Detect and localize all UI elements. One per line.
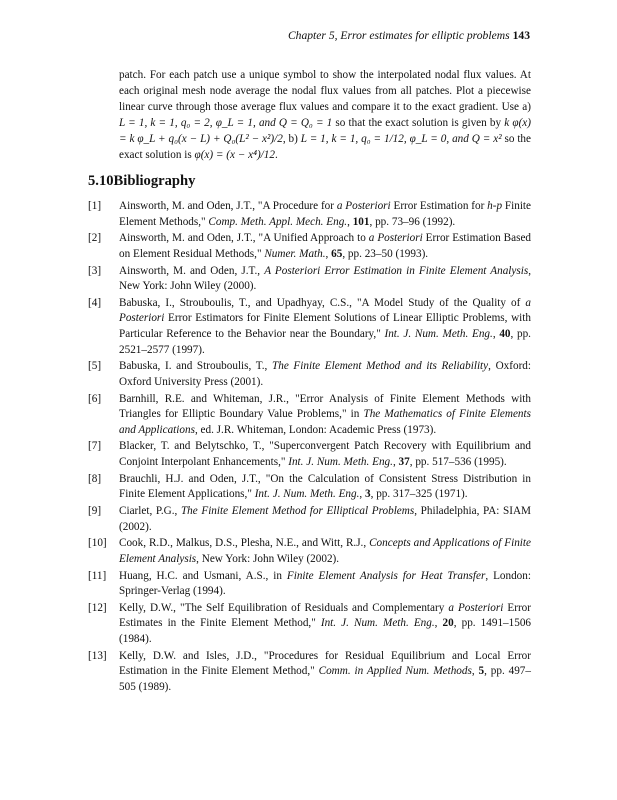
reference-rest: , pp. 23–50 (1993). (342, 247, 429, 260)
reference-authors: Kelly, D.W., "The Self Equilibration of Residuals and Complementary (119, 601, 449, 614)
reference-item (88, 392, 531, 439)
reference-authors: Babuska, I., Strouboulis, T., and Upadhyay, C.S., "A Model Study of the Quality of (119, 296, 526, 309)
reference-journal: Comm. in Applied Num. Methods (318, 665, 472, 678)
reference-rest: , ed. J.R. Whiteman, London: Academic Press (1973). (194, 423, 437, 436)
reference-text (119, 392, 531, 439)
reference-journal: Int. J. Num. Meth. Eng. (320, 617, 435, 630)
reference-text (119, 231, 531, 262)
reference-text (119, 504, 531, 535)
reference-book: The Finite Element Method and its Reliability (272, 360, 489, 373)
reference-authors: Blacker, T. and Belytschko, T., "Superconvergent Patch Recovery with Equilibrium and Conjoint Interpolant Enhancements," (119, 440, 531, 469)
reference-book: The Finite Element Method for Elliptical Problems (180, 505, 415, 518)
reference-text (119, 296, 531, 358)
reference-number: [3] (88, 264, 102, 277)
page-number: 143 (512, 29, 530, 42)
reference-rest: , pp. 497–505 (1989). (119, 665, 531, 693)
running-title: Chapter 5, Error estimates for elliptic problems (287, 29, 510, 42)
reference-rest: , New York: John Wiley (2002). (196, 552, 340, 565)
reference-rest: , pp. 517–536 (1995). (409, 456, 507, 469)
reference-number: [10] (88, 537, 107, 550)
reference-text (119, 569, 531, 600)
reference-item (88, 439, 531, 470)
reference-item (88, 601, 531, 648)
reference-rest: , pp. 73–96 (1992). (369, 215, 456, 228)
reference-sep: , (359, 488, 366, 501)
reference-item (88, 359, 531, 390)
reference-item (88, 504, 531, 535)
reference-number: [13] (88, 649, 107, 662)
reference-authors: Huang, H.C. and Usmani, A.S., in (119, 569, 287, 582)
reference-volume: 65 (331, 247, 343, 260)
reference-text (119, 439, 531, 470)
reference-text (119, 536, 531, 567)
running-header (120, 29, 530, 42)
reference-volume: 3 (365, 488, 371, 501)
reference-authors: Kelly, D.W. and Isles, J.D., "Procedures for Residual Equilibrium and Local Error Estimation in the Finite Element Method," (119, 649, 531, 678)
exercise-text-1: so that the exact solution is given by (332, 116, 505, 129)
reference-authors: Ainsworth, M. and Oden, J.T., (119, 264, 265, 277)
reference-item (88, 569, 531, 600)
reference-title-rest: Error Estimation for (390, 200, 488, 212)
section-heading: 5.10Bibliography (88, 173, 196, 189)
reference-rest: , New York: John Wiley (2000). (119, 264, 531, 293)
reference-text (119, 649, 531, 696)
reference-text (119, 472, 531, 503)
reference-title-it: a Posteriori (368, 232, 423, 245)
reference-volume: 5 (478, 665, 485, 678)
reference-text (119, 359, 531, 390)
exercise-case-a: L = 1, k = 1, q₀ = 2, φ_L = 1, and Q = Q₀ = 1 (119, 116, 333, 129)
reference-sep: , (471, 665, 479, 678)
reference-journal: Int. J. Num. Meth. Eng. (288, 456, 393, 469)
exercise-text-3: so the exact solution is (119, 132, 531, 161)
reference-authors: Ainsworth, M. and Oden, J.T., "A Unified Approach to (119, 232, 369, 245)
reference-title-rest: Error Estimation Based on Element Residual Methods," (119, 232, 532, 260)
reference-rest: , London: Springer-Verlag (1994). (119, 569, 531, 598)
reference-sep: , (392, 456, 399, 469)
exercise-case-b: L = 1, k = 1, q₀ = 1/12, φ_L = 0, and Q = x² (300, 132, 502, 145)
reference-journal: Int. J. Num. Meth. Eng. (384, 328, 493, 341)
reference-number: [9] (88, 505, 102, 518)
reference-text (119, 601, 531, 648)
reference-title-rest: Error Estimates in the Finite Element Method," (119, 601, 532, 630)
reference-number: [7] (88, 440, 102, 453)
reference-number: [5] (88, 360, 102, 373)
reference-authors: Brauchli, H.J. and Oden, J.T., "On the Calculation of Consistent Stress Distribution in Finite Element Applications," (119, 472, 531, 501)
reference-rest: , Philadelphia, PA: SIAM (2002). (119, 505, 531, 533)
reference-text (119, 199, 531, 230)
reference-title-it: a Posteriori (336, 200, 391, 212)
reference-text (119, 264, 531, 295)
reference-title-rest: Error Estimators for Finite Element Solutions of Linear Elliptic Problems, with Particular Reference to the Behavior near the Boundary," (119, 312, 531, 341)
reference-rest: , pp. 317–325 (1971). (370, 488, 468, 501)
reference-authors: Cook, R.D., Malkus, D.S., Plesha, N.E., and Witt, R.J., (119, 537, 370, 550)
reference-number: [2] (88, 232, 102, 245)
exercise-solution-a: k φ(x) = k φ_L + q₀(x − L) + Q₀(L² − x²)/2 (119, 116, 531, 145)
exercise-text-2: , b) (282, 132, 301, 145)
reference-sep: , (325, 247, 332, 260)
reference-number: [1] (88, 200, 102, 212)
exercise-text (119, 68, 531, 163)
reference-rest: , Oxford: Oxford University Press (2001). (119, 360, 531, 388)
reference-number: [12] (88, 601, 107, 614)
bibliography-list (88, 199, 531, 697)
reference-authors: Barnhill, R.E. and Whiteman, J.R., "Error Analysis of Finite Element Methods with Triangles for Elliptic Boundary Value Problems," in (119, 392, 531, 421)
reference-journal: Numer. Math. (264, 247, 326, 260)
reference-item (88, 536, 531, 567)
reference-authors: Ciarlet, P.G., (119, 505, 181, 518)
reference-volume: 40 (499, 328, 511, 341)
reference-authors: Babuska, I. and Strouboulis, T., (119, 360, 272, 373)
reference-hp: h-p (487, 200, 503, 212)
reference-book: Concepts and Applications of Finite Element Analysis (119, 537, 531, 565)
exercise-solution-b: φ(x) = (x − x⁴)/12 (194, 148, 275, 161)
reference-volume: 101 (352, 215, 370, 228)
exercise-end: . (274, 148, 278, 161)
reference-authors: Ainsworth, M. and Oden, J.T., "A Procedure for (119, 200, 337, 212)
reference-item (88, 472, 531, 503)
reference-rest: , pp. 1491–1506 (1984). (119, 617, 532, 646)
reference-volume: 37 (398, 456, 410, 469)
reference-book: A Posteriori Error Estimation in Finite Element Analysis (264, 264, 529, 277)
reference-number: [8] (88, 472, 102, 485)
reference-book: Finite Element Analysis for Heat Transfer (286, 569, 486, 582)
reference-number: [4] (88, 296, 102, 309)
reference-item (88, 649, 531, 696)
reference-item (88, 296, 531, 358)
reference-volume: 20 (442, 617, 454, 630)
reference-item (88, 264, 531, 295)
reference-item (88, 199, 531, 230)
exercise-paragraph (119, 68, 531, 163)
reference-journal: Int. J. Num. Meth. Eng. (254, 488, 360, 501)
reference-sep: , (492, 328, 500, 341)
reference-number: [6] (88, 392, 102, 405)
reference-item (88, 231, 531, 262)
reference-sep: , (347, 215, 353, 228)
reference-number: [11] (88, 569, 107, 582)
reference-title-it: a Posteriori (119, 296, 531, 325)
reference-journal: Comp. Meth. Appl. Mech. Eng. (208, 215, 348, 228)
reference-title-end: Finite Element Methods," (119, 200, 532, 228)
reference-rest: , pp. 2521–2577 (1997). (119, 328, 531, 356)
reference-title-it: a Posteriori (448, 601, 504, 614)
exercise-intro: patch. For each patch use a unique symbol to show the interpolated nodal flux values. At each original mesh node average the nodal flux values from all patches. Plot a piecewise linear curve through those average flux values and compare it to the exact gradient. Use a) (119, 69, 531, 113)
reference-book: The Mathematics of Finite Elements and Applications (119, 408, 531, 436)
reference-sep: , (434, 617, 443, 630)
